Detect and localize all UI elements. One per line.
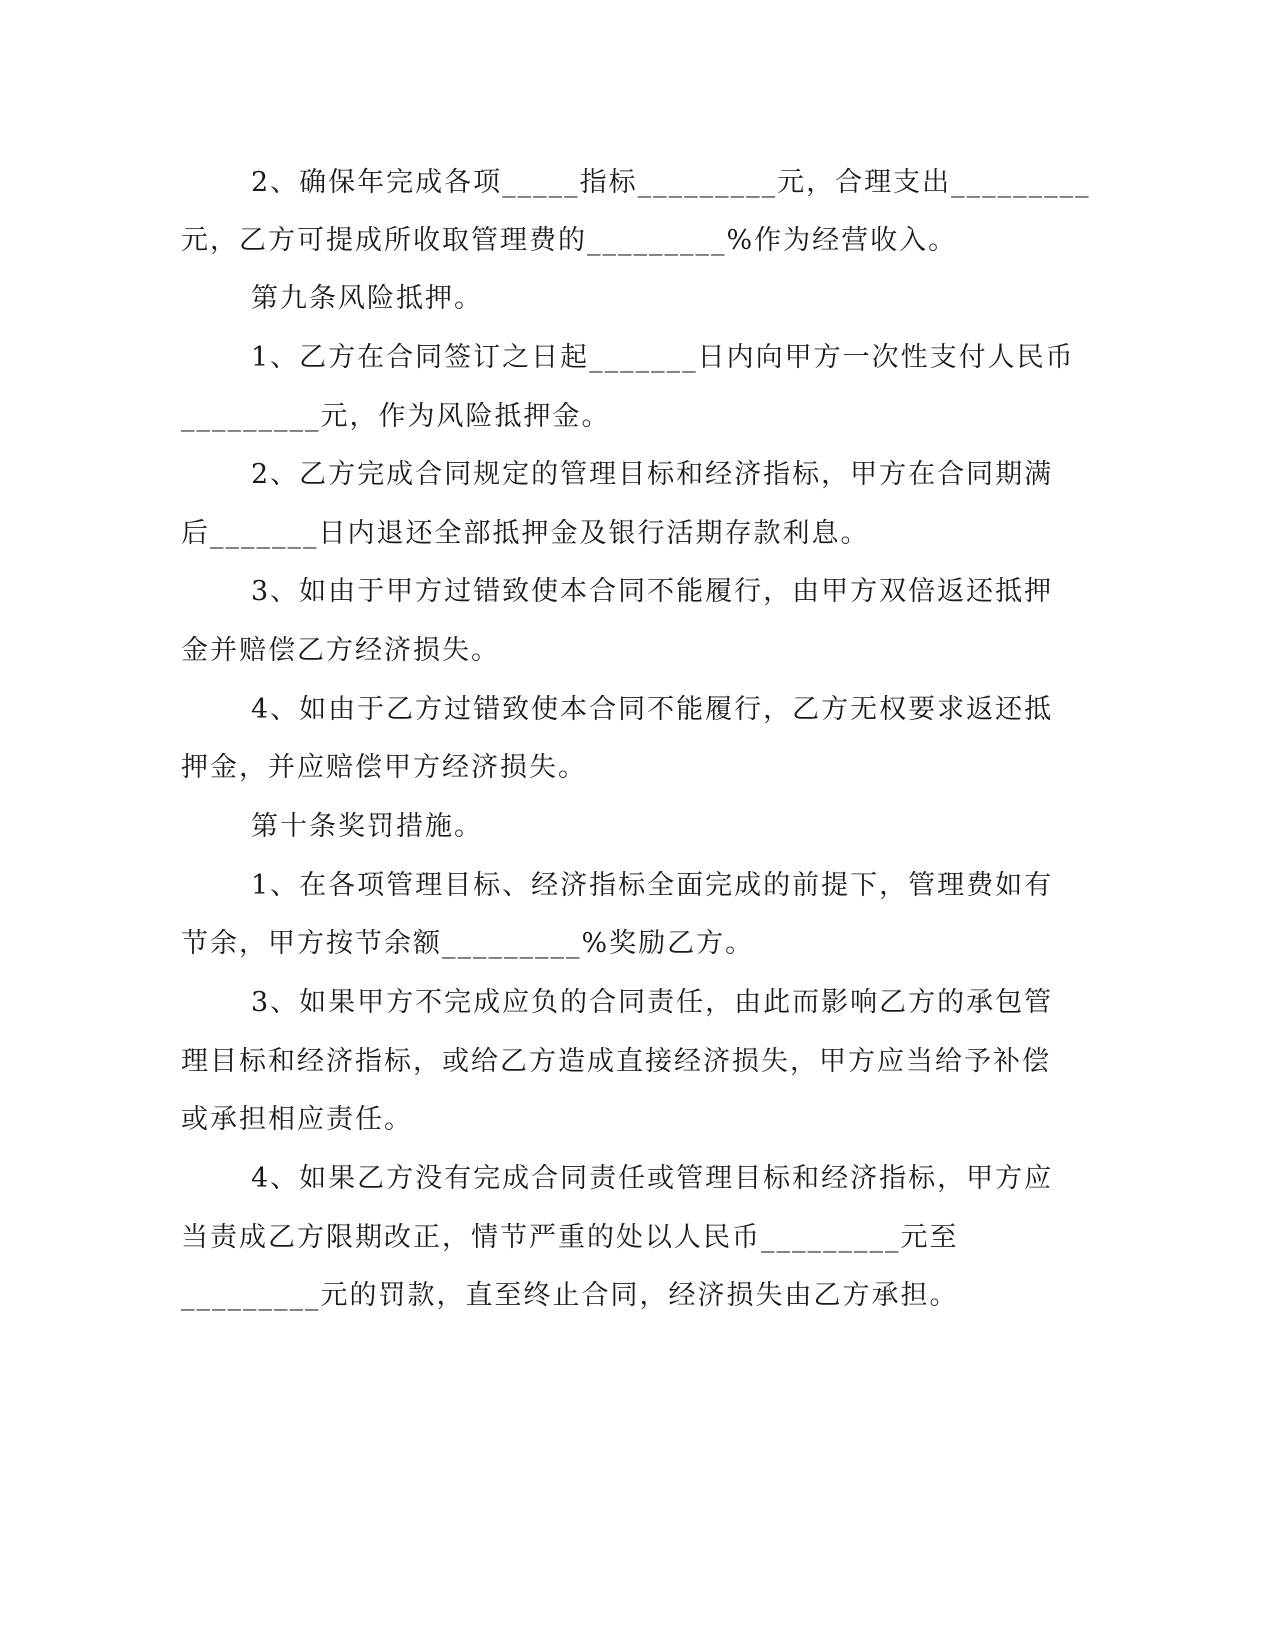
text-line: 2、确保年完成各项_____指标_________元，合理支出_________	[251, 167, 1091, 198]
text-line: 金并赔偿乙方经济损失。	[181, 635, 500, 666]
text-line: 1、在各项管理目标、经济指标全面完成的前提下，管理费如有	[251, 870, 1054, 901]
text-line: 押金，并应赔偿甲方经济损失。	[181, 752, 587, 783]
text-line: 元，乙方可提成所收取管理费的_________%作为经营收入。	[181, 225, 958, 256]
text-line: 当责成乙方限期改正，情节严重的处以人民币_________元至	[181, 1222, 959, 1253]
text-line: 3、如由于甲方过错致使本合同不能履行，由甲方双倍返还抵押	[251, 576, 1054, 607]
text-line: 节余，甲方按节余额_________%奖励乙方。	[181, 928, 755, 959]
text-line: _________元的罚款，直至终止合同，经济损失由乙方承担。	[181, 1280, 959, 1311]
text-line: 或承担相应责任。	[181, 1104, 413, 1135]
text-line: 2、乙方完成合同规定的管理目标和经济指标，甲方在合同期满	[251, 459, 1054, 490]
text-line: 4、如由于乙方过错致使本合同不能履行，乙方无权要求返还抵	[251, 694, 1054, 725]
section-heading: 第十条奖罚措施。	[251, 811, 483, 842]
text-line: 3、如果甲方不完成应负的合同责任，由此而影响乙方的承包管	[251, 987, 1054, 1018]
text-line: 理目标和经济指标，或给乙方造成直接经济损失，甲方应当给予补偿	[181, 1046, 1051, 1077]
section-heading: 第九条风险抵押。	[251, 283, 483, 314]
text-line: 4、如果乙方没有完成合同责任或管理目标和经济指标，甲方应	[251, 1163, 1054, 1194]
text-line: _________元，作为风险抵押金。	[181, 401, 611, 432]
text-line: 1、乙方在合同签订之日起_______日内向甲方一次性支付人民币	[251, 342, 1075, 373]
text-line: 后_______日内退还全部抵押金及银行活期存款利息。	[181, 518, 870, 549]
